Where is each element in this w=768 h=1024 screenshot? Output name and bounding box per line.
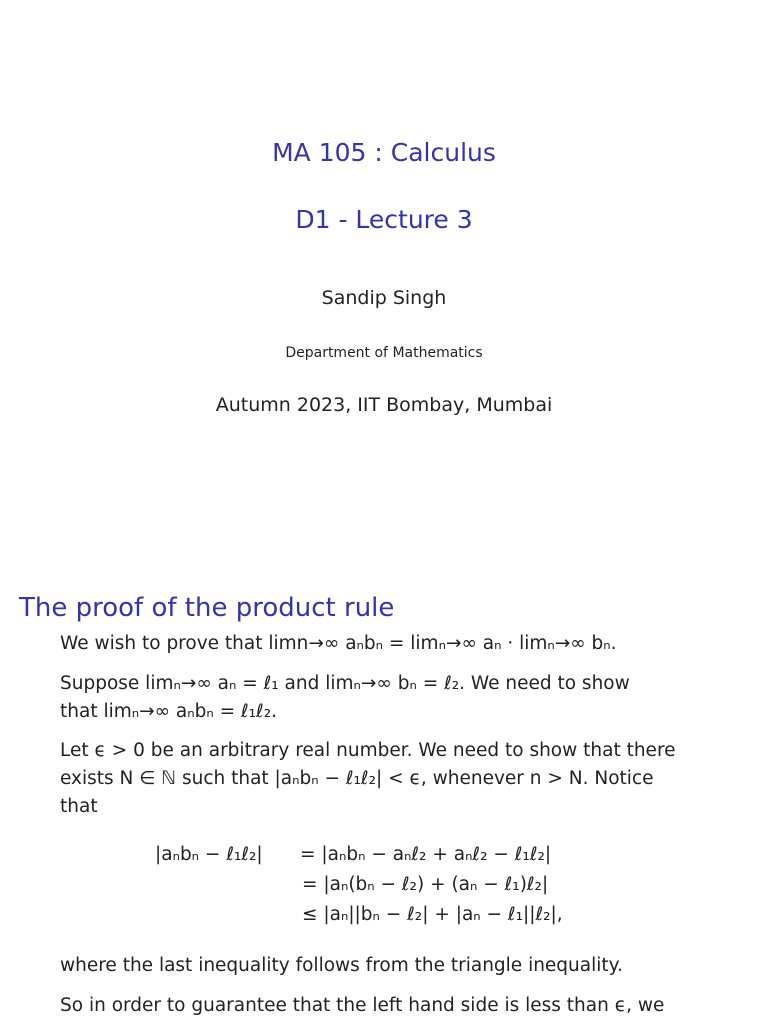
paragraph-epsilon xyxy=(60,737,730,821)
paragraph-triangle: where the last inequality follows from the triangle inequality. xyxy=(60,955,623,976)
department-name: Department of Mathematics xyxy=(285,345,483,361)
statement-math: n→∞ aₙbₙ = limₙ→∞ aₙ · limₙ→∞ bₙ. xyxy=(296,633,617,654)
equation-lhs: |aₙbₙ − ℓ₁ℓ₂| xyxy=(155,844,263,865)
paragraph-guarantee: So in order to guarantee that the left hand side is less than ϵ, we xyxy=(60,995,665,1016)
suppose-line-1: Suppose limₙ→∞ aₙ = ℓ₁ and limₙ→∞ bₙ = ℓ₂. We need to show xyxy=(60,673,630,694)
equation-line-3: ≤ |aₙ||bₙ − ℓ₂| + |aₙ − ℓ₁||ℓ₂|, xyxy=(302,904,563,925)
epsilon-line-2: exists N ∈ ℕ such that |aₙbₙ − ℓ₁ℓ₂| < ϵ, whenever n > N. Notice xyxy=(60,768,654,789)
epsilon-line-1: Let ϵ > 0 be an arbitrary real number. We need to show that there xyxy=(60,740,676,761)
equation-line-1: = |aₙbₙ − aₙℓ₂ + aₙℓ₂ − ℓ₁ℓ₂| xyxy=(300,844,552,865)
paragraph-statement xyxy=(60,630,730,658)
epsilon-line-3: that xyxy=(60,796,98,817)
lecture-title: D1 - Lecture 3 xyxy=(295,205,473,234)
equation-line-2: = |aₙ(bₙ − ℓ₂) + (aₙ − ℓ₁)ℓ₂| xyxy=(302,874,549,895)
frame-title: The proof of the product rule xyxy=(19,593,395,623)
semester-info: Autumn 2023, IIT Bombay, Mumbai xyxy=(215,394,553,416)
author-name: Sandip Singh xyxy=(321,287,447,309)
statement-text: We wish to prove that lim xyxy=(60,633,297,654)
course-title: MA 105 : Calculus xyxy=(272,138,496,167)
proof-slide xyxy=(0,565,768,1024)
suppose-line-2: that limₙ→∞ aₙbₙ = ℓ₁ℓ₂. xyxy=(60,701,277,722)
paragraph-suppose xyxy=(60,670,730,726)
